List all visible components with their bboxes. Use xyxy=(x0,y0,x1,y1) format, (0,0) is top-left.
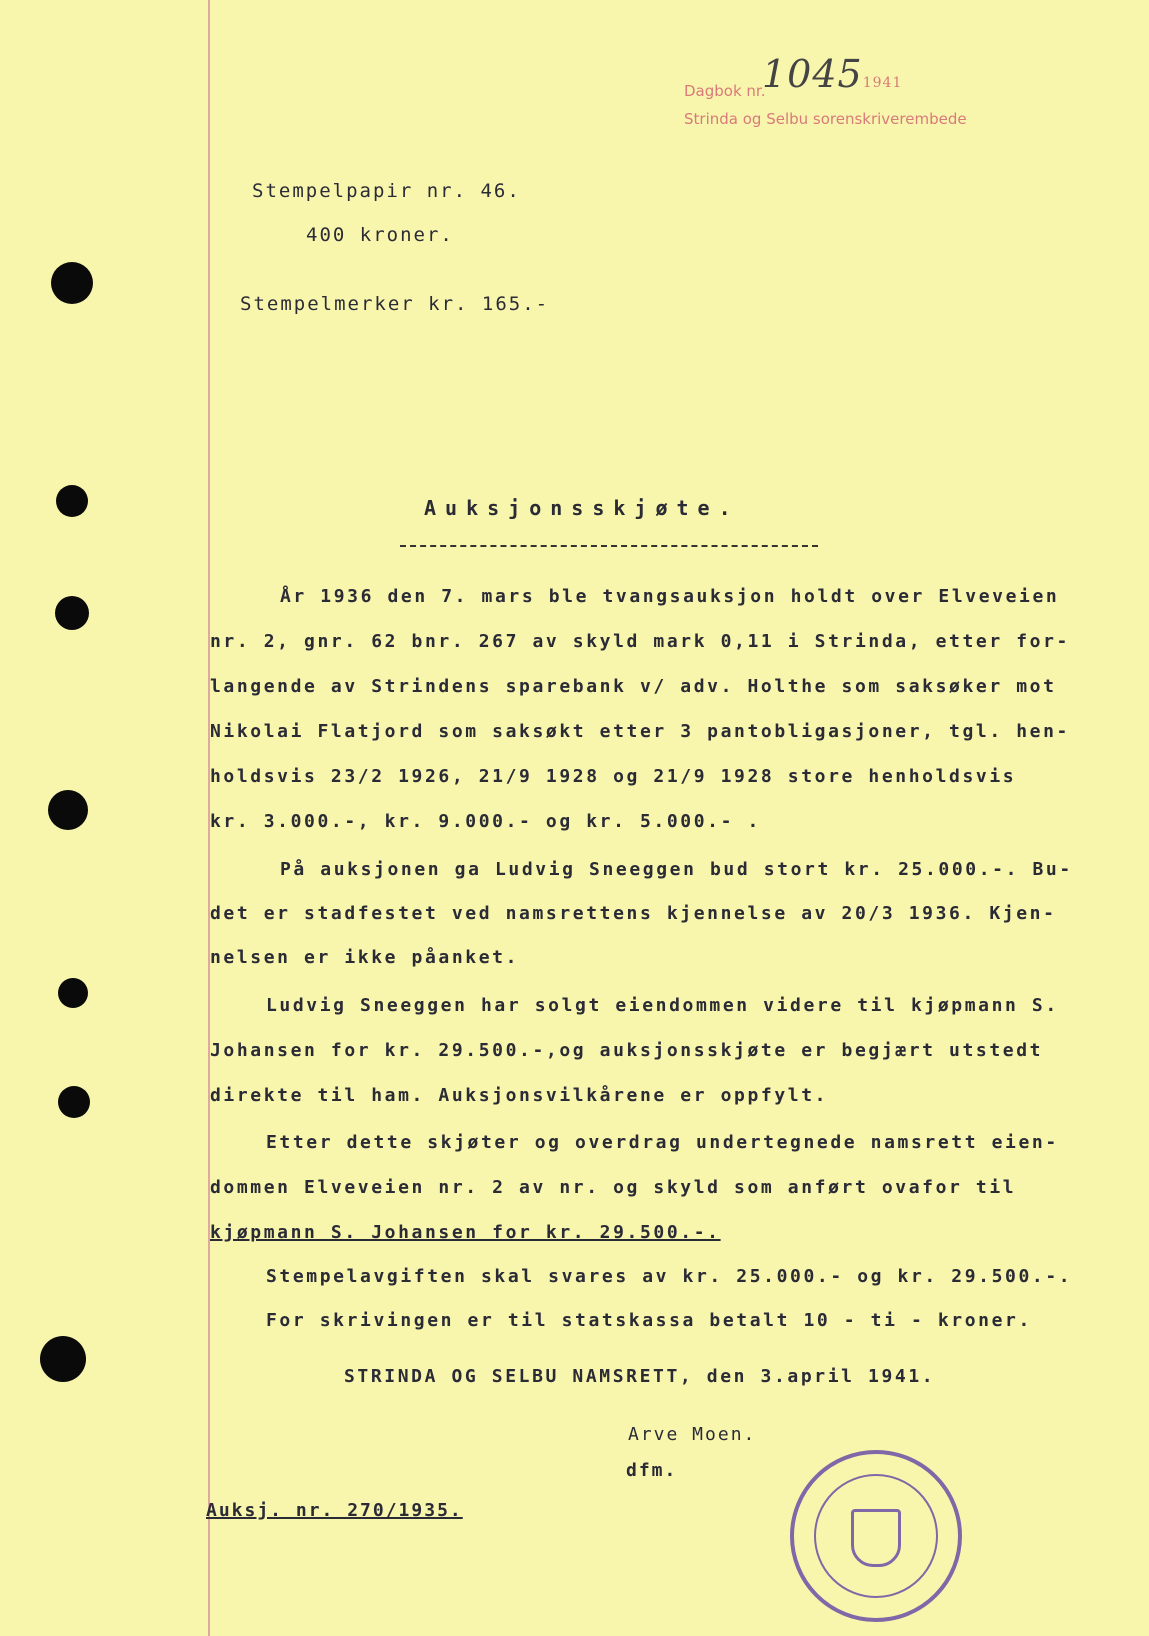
document-title: Auksjonsskjøte. xyxy=(424,496,740,520)
punch-hole xyxy=(58,978,88,1008)
court-date-line: STRINDA OG SELBU NAMSRETT, den 3.april 1941. xyxy=(344,1366,936,1387)
body-line: Nikolai Flatjord som saksøkt etter 3 pantobligasjoner, tgl. hen- xyxy=(210,721,1070,742)
signature-name: Arve Moen. xyxy=(628,1424,757,1445)
body-line: Etter dette skjøter og overdrag undertegnede namsrett eien- xyxy=(266,1132,1059,1153)
stamp-paper-number: Stempelpapir nr. 46. xyxy=(252,180,521,202)
journal-label: Dagbok nr. xyxy=(684,82,766,100)
journal-office: Strinda og Selbu sorenskriverembede xyxy=(684,110,967,128)
punch-hole xyxy=(55,596,89,630)
stamp-paper-amount: 400 kroner. xyxy=(306,224,454,246)
body-line: holdsvis 23/2 1926, 21/9 1928 og 21/9 1928 store henholdsvis xyxy=(210,766,1017,787)
punch-hole xyxy=(40,1336,86,1382)
body-line: det er stadfestet ved namsrettens kjennelse av 20/3 1936. Kjen- xyxy=(210,903,1057,924)
body-line: Stempelavgiften skal svares av kr. 25.000.- og kr. 29.500.-. xyxy=(266,1266,1073,1287)
body-line: Johansen for kr. 29.500.-,og auksjonsskjøte er begjært utstedt xyxy=(210,1040,1044,1061)
body-line: dommen Elveveien nr. 2 av nr. og skyld som anført ovafor til xyxy=(210,1177,1017,1198)
body-line: direkte til ham. Auksjonsvilkårene er oppfylt. xyxy=(210,1085,829,1106)
journal-number: 10451941 xyxy=(762,52,903,96)
punch-hole xyxy=(48,790,88,830)
body-line: For skrivingen er til statskassa betalt 10 - ti - kroner. xyxy=(266,1310,1032,1331)
seal-inner-ring xyxy=(814,1474,938,1598)
body-line: nelsen er ikke påanket. xyxy=(210,947,520,968)
punch-hole xyxy=(56,485,88,517)
body-line: nr. 2, gnr. 62 bnr. 267 av skyld mark 0,11 i Strinda, etter for- xyxy=(210,631,1070,652)
body-line: kr. 3.000.-, kr. 9.000.- og kr. 5.000.- . xyxy=(210,811,761,832)
body-line: langende av Strindens sparebank v/ adv. Holthe som saksøker mot xyxy=(210,676,1057,697)
punch-hole xyxy=(58,1086,90,1118)
body-line: Ludvig Sneeggen har solgt eiendommen videre til kjøpmann S. xyxy=(266,995,1059,1016)
signature-title: dfm. xyxy=(626,1460,678,1481)
body-line: På auksjonen ga Ludvig Sneeggen bud stort kr. 25.000.-. Bu- xyxy=(280,859,1073,880)
title-divider xyxy=(400,545,818,547)
punch-hole xyxy=(51,262,93,304)
court-seal xyxy=(790,1450,962,1622)
stamp-marks: Stempelmerker kr. 165.- xyxy=(240,293,550,315)
body-line: År 1936 den 7. mars ble tvangsauksjon holdt over Elveveien xyxy=(280,586,1060,607)
auction-reference: Auksj. nr. 270/1935. xyxy=(206,1500,463,1521)
body-line: kjøpmann S. Johansen for kr. 29.500.-. xyxy=(210,1222,721,1243)
seal-crest-icon xyxy=(851,1509,901,1567)
